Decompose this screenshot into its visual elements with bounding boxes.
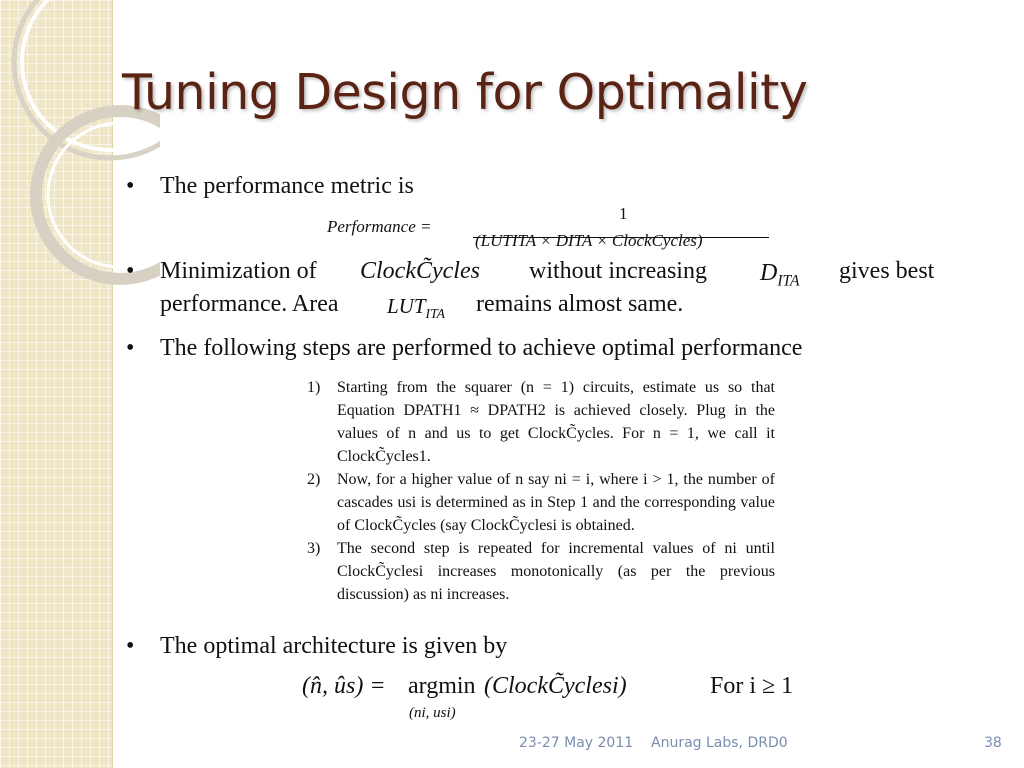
steps-list <box>307 376 775 606</box>
bullet-text: The following steps are performed to achieve optimal performance <box>160 335 803 361</box>
bullet-text: without increasing <box>529 258 707 284</box>
footer-date: 23-27 May 2011 <box>519 735 634 751</box>
math-lut-ita: $LUT_{ITA}$ <box>387 294 445 321</box>
list-item: 3) The second step is repeated for incremental values of ni until ClockC̃yclesi increases monotonically (as per the previous discussion) as ni increases. <box>307 540 775 603</box>
bullet-text: The optimal architecture is given by <box>160 633 508 659</box>
list-item: 2) Now, for a higher value of n say ni = i, where i > 1, the number of cascades usi is determined as in Step 1 and the corresponding value of ClockC̃ycles (say ClockC̃yclesi is obtained. <box>307 471 775 534</box>
argmin-subscript: (ni, usi) <box>409 705 456 721</box>
bullet-marker: • <box>126 633 135 659</box>
math-clockcycles: ClockC̃ycles <box>360 258 480 284</box>
bullet-text: remains almost same. <box>476 291 684 317</box>
bullet-marker: • <box>126 258 135 284</box>
argmin-operator: argmin <box>408 673 476 699</box>
list-item: 1) Starting from the squarer (n = 1) circuits, estimate us so that Equation DPATH1 ≈ DPATH2 is achieved closely. Plug in the values of n and us to get ClockC̃ycles. For n = 1, we call it ClockC̃ycles1. <box>307 379 775 465</box>
equation-lhs: Performance = <box>327 217 432 236</box>
bullet-text: The performance metric is <box>160 173 414 199</box>
math-d-ita: $D_{ITA}$ <box>760 260 800 290</box>
argmin-condition: For i ≥ 1 <box>710 673 794 699</box>
bullet-text: Minimization of <box>160 258 317 284</box>
bullet-marker: • <box>126 335 135 361</box>
equation-denominator: (LUTITA × DITA × ClockCycles) <box>475 231 703 250</box>
bullet-marker: • <box>126 173 135 199</box>
page-number: 38 <box>984 735 1002 751</box>
bullet-text: performance. Area <box>160 291 339 317</box>
bullet-text: gives best <box>839 258 935 284</box>
equation-numerator: 1 <box>619 204 628 223</box>
slide-title: Tuning Design for Optimality <box>122 64 808 121</box>
footer-org: Anurag Labs, DRD0 <box>651 735 788 751</box>
argmin-lhs: (n̂, ûs) = <box>302 673 386 699</box>
decorative-arcs <box>0 0 160 330</box>
argmin-argument: (ClockC̃yclesi) <box>484 673 627 699</box>
